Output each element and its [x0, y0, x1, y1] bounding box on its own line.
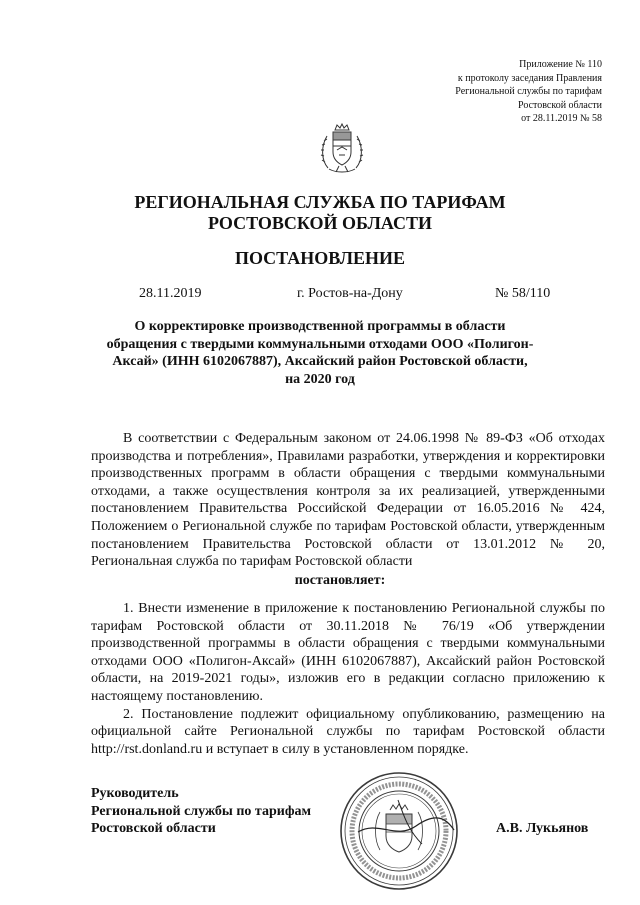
appendix-line: Региональной службы по тарифам — [455, 86, 602, 97]
appendix-line: Приложение № 110 — [519, 59, 602, 70]
resolves-heading: постановляет: — [294, 573, 386, 588]
document-type: ПОСТАНОВЛЕНИЕ — [234, 248, 406, 268]
document-place: г. Ростов-на-Дону — [297, 286, 403, 301]
subject-line: О корректировке производственной программы в области — [134, 319, 506, 334]
resolution-items — [91, 600, 605, 758]
agency-title-line: РЕГИОНАЛЬНАЯ СЛУЖБА ПО ТАРИФАМ — [134, 192, 506, 212]
document-number: № 58/110 — [495, 286, 551, 301]
signatory-position-line: Региональной службы по тарифам — [91, 803, 312, 819]
appendix-line: Ростовской области — [518, 99, 602, 111]
appendix-reference — [455, 58, 602, 126]
resolution-item-2: 2. Постановление подлежит официальному опубликованию, размещению на официальной сайте Региональной службы по тарифам Ростовской области http://rst.donland.ru и вступает в силу в установленном порядке. — [91, 706, 605, 757]
preamble-paragraph: В соответствии с Федеральным законом от 24.06.1998 № 89-ФЗ «Об отходах производства и потребления», Правилами разработки, утверждения и корректировки производственных программ в области обращения с твердыми коммунальными отходами, а также осуществления контроля за их реализацией, утвержденными постановлением Правительства Российской Федерации от 16.05.2016 № 424, Положением о Региональной службе по тарифам Ростовской области, утвержденным постановлением Правительства Ростовской области от 13.01.2012 № 20, Региональная служба по тарифам Ростовской области — [91, 431, 605, 570]
document-subject — [80, 318, 560, 388]
appendix-line: от 28.11.2019 № 58 — [521, 113, 602, 124]
coat-of-arms-icon — [319, 122, 365, 176]
signatory-position — [91, 785, 311, 838]
subject-line: Аксай» (ИНН 6102067887), Аксайский район Ростовской области, — [112, 354, 528, 369]
agency-title-line: РОСТОВСКОЙ ОБЛАСТИ — [208, 213, 432, 233]
subject-line: на 2020 год — [285, 371, 355, 387]
signatory-name: А.В. Лукьянов — [496, 821, 589, 836]
signatory-position-line: Руководитель — [91, 786, 179, 801]
signatory-position-line: Ростовской области — [91, 821, 216, 836]
preamble-block — [91, 430, 605, 571]
appendix-line: к протоколу заседания Правления — [457, 72, 602, 84]
subject-line: обращения с твердыми коммунальными отходами ООО «Полигон- — [106, 336, 534, 352]
official-seal-icon — [338, 770, 460, 892]
document-date: 28.11.2019 — [139, 286, 202, 301]
agency-title — [0, 192, 640, 234]
resolution-item-1: 1. Внести изменение в приложение к постановлению Региональной службы по тарифам Ростовской области от 30.11.2018 № 76/19 «Об утверждении производственной программы в области обращения с твердыми коммунальными отходами ООО «Полигон-Аксай» (ИНН 6102067887), Аксайский район Ростовской области, на 2019-2021 годы», изложив его в редакции согласно приложению к настоящему постановлению. — [91, 601, 605, 704]
